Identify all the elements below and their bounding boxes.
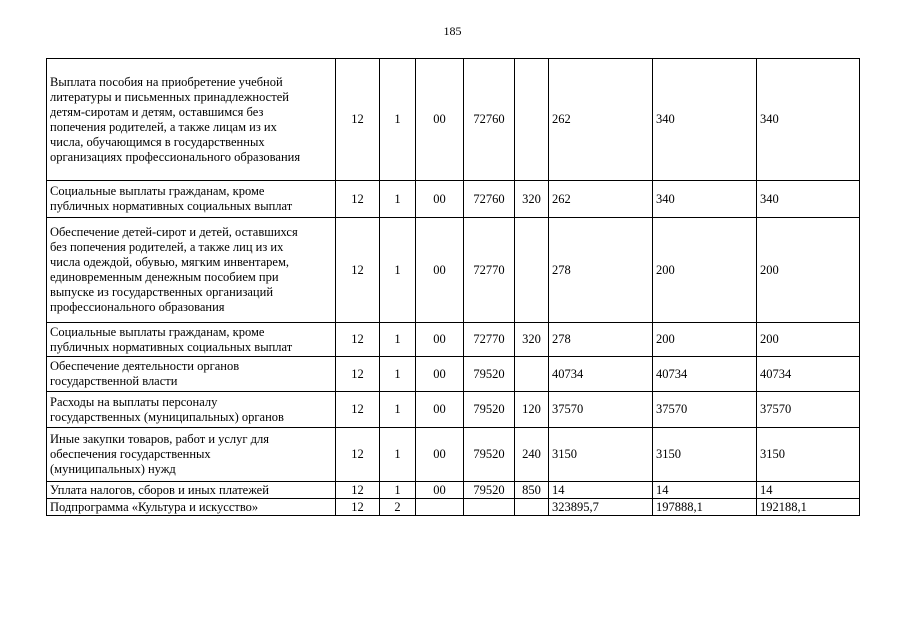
row-description xyxy=(47,59,336,181)
cell-v1: 262 xyxy=(549,181,653,218)
cell-c2: 1 xyxy=(380,357,416,392)
cell-c2: 1 xyxy=(380,482,416,499)
cell-c4: 72760 xyxy=(464,181,515,218)
description-line: Социальные выплаты гражданам, кроме xyxy=(50,324,265,339)
cell-c5: 320 xyxy=(515,323,549,357)
cell-c1: 12 xyxy=(336,218,380,323)
table-row xyxy=(47,428,860,482)
cell-v1: 14 xyxy=(549,482,653,499)
description-line: Обеспечение деятельности органов xyxy=(50,359,240,373)
table-row xyxy=(47,392,860,428)
description-line: Уплата налогов, сборов и иных платежей xyxy=(50,482,269,497)
row-description xyxy=(47,482,336,499)
cell-v1: 37570 xyxy=(549,392,653,428)
description-line: публичных нормативных социальных выплат xyxy=(50,199,293,213)
cell-c5: 120 xyxy=(515,392,549,428)
table-row xyxy=(47,323,860,357)
description-line: организациях профессионального образования xyxy=(50,149,301,164)
page-number: 185 xyxy=(443,24,462,38)
cell-v3: 3150 xyxy=(757,428,860,482)
description-line: детям-сиротам и детям, оставшимся без xyxy=(50,104,264,119)
cell-v3: 340 xyxy=(757,59,860,181)
cell-c4: 79520 xyxy=(464,428,515,482)
cell-c4: 79520 xyxy=(464,482,515,499)
row-description xyxy=(47,357,336,392)
cell-c1: 12 xyxy=(336,499,380,516)
cell-v2: 340 xyxy=(653,181,757,218)
cell-c4: 72760 xyxy=(464,59,515,181)
cell-c3: 00 xyxy=(416,357,464,392)
cell-c1: 12 xyxy=(336,392,380,428)
description-line: попечения родителей, а также лицам из их xyxy=(50,119,277,134)
cell-c3: 00 xyxy=(416,482,464,499)
row-description xyxy=(47,218,336,323)
cell-c1: 12 xyxy=(336,428,380,482)
cell-c5: 850 xyxy=(515,482,549,499)
description-line: выпуске из государственных организаций xyxy=(50,285,274,299)
cell-c2: 2 xyxy=(380,499,416,516)
table-row xyxy=(47,218,860,323)
cell-c3: 00 xyxy=(416,428,464,482)
cell-v1: 278 xyxy=(549,218,653,323)
description-line: Выплата пособия на приобретение учебной xyxy=(50,74,283,89)
cell-c2: 1 xyxy=(380,392,416,428)
cell-v2: 200 xyxy=(653,323,757,357)
cell-v1: 3150 xyxy=(549,428,653,482)
table-row xyxy=(47,181,860,218)
cell-v2: 3150 xyxy=(653,428,757,482)
cell-c3: 00 xyxy=(416,59,464,181)
table-row xyxy=(47,499,860,516)
description-line: литературы и письменных принадлежностей xyxy=(50,89,289,104)
cell-c5 xyxy=(515,59,549,181)
description-line: государственных (муниципальных) органов xyxy=(50,409,284,424)
description-line: Иные закупки товаров, работ и услуг для xyxy=(50,432,270,446)
row-description xyxy=(47,499,336,516)
description-line: профессионального образования xyxy=(50,300,225,314)
cell-v1: 278 xyxy=(549,323,653,357)
cell-c1: 12 xyxy=(336,59,380,181)
cell-c3: 00 xyxy=(416,323,464,357)
cell-c4: 79520 xyxy=(464,357,515,392)
cell-v1: 40734 xyxy=(549,357,653,392)
cell-c1: 12 xyxy=(336,357,380,392)
description-line: государственной власти xyxy=(50,374,178,388)
row-description xyxy=(47,181,336,218)
cell-c2: 1 xyxy=(380,218,416,323)
cell-v3: 200 xyxy=(757,323,860,357)
cell-c4: 72770 xyxy=(464,218,515,323)
cell-v2: 340 xyxy=(653,59,757,181)
cell-v3: 40734 xyxy=(757,357,860,392)
cell-c5: 240 xyxy=(515,428,549,482)
cell-v3: 37570 xyxy=(757,392,860,428)
cell-c5 xyxy=(515,357,549,392)
cell-c4 xyxy=(464,499,515,516)
table-row xyxy=(47,482,860,499)
cell-c3: 00 xyxy=(416,392,464,428)
table-row xyxy=(47,59,860,181)
cell-c2: 1 xyxy=(380,428,416,482)
cell-c5 xyxy=(515,218,549,323)
description-line: публичных нормативных социальных выплат xyxy=(50,339,293,354)
cell-c1: 12 xyxy=(336,181,380,218)
cell-c1: 12 xyxy=(336,323,380,357)
cell-v1: 323895,7 xyxy=(549,499,653,516)
row-description xyxy=(47,323,336,357)
description-line: без попечения родителей, а также лиц из их xyxy=(50,240,284,254)
cell-c3 xyxy=(416,499,464,516)
description-line: Подпрограмма «Культура и искусство» xyxy=(50,499,259,514)
cell-c5 xyxy=(515,499,549,516)
cell-c1: 12 xyxy=(336,482,380,499)
row-description xyxy=(47,428,336,482)
description-line: Социальные выплаты гражданам, кроме xyxy=(50,184,265,198)
cell-v3: 192188,1 xyxy=(757,499,860,516)
description-line: обеспечения государственных xyxy=(50,447,211,461)
cell-c2: 1 xyxy=(380,323,416,357)
description-line: (муниципальных) нужд xyxy=(50,462,176,476)
table-row xyxy=(47,357,860,392)
cell-c3: 00 xyxy=(416,218,464,323)
budget-table xyxy=(46,58,860,516)
description-line: Расходы на выплаты персоналу xyxy=(50,394,218,409)
cell-v2: 200 xyxy=(653,218,757,323)
cell-c2: 1 xyxy=(380,181,416,218)
cell-c5: 320 xyxy=(515,181,549,218)
cell-v2: 37570 xyxy=(653,392,757,428)
cell-v3: 200 xyxy=(757,218,860,323)
cell-c2: 1 xyxy=(380,59,416,181)
cell-v3: 340 xyxy=(757,181,860,218)
cell-v3: 14 xyxy=(757,482,860,499)
cell-v2: 197888,1 xyxy=(653,499,757,516)
cell-v2: 14 xyxy=(653,482,757,499)
cell-v2: 40734 xyxy=(653,357,757,392)
description-line: числа одеждой, обувью, мягким инвентарем, xyxy=(50,255,290,269)
cell-c4: 79520 xyxy=(464,392,515,428)
cell-c3: 00 xyxy=(416,181,464,218)
description-line: Обеспечение детей-сирот и детей, оставшихся xyxy=(50,225,298,239)
description-line: числа, обучающимся в государственных xyxy=(50,134,265,149)
description-line: единовременным денежным пособием при xyxy=(50,270,279,284)
row-description xyxy=(47,392,336,428)
cell-c4: 72770 xyxy=(464,323,515,357)
cell-v1: 262 xyxy=(549,59,653,181)
